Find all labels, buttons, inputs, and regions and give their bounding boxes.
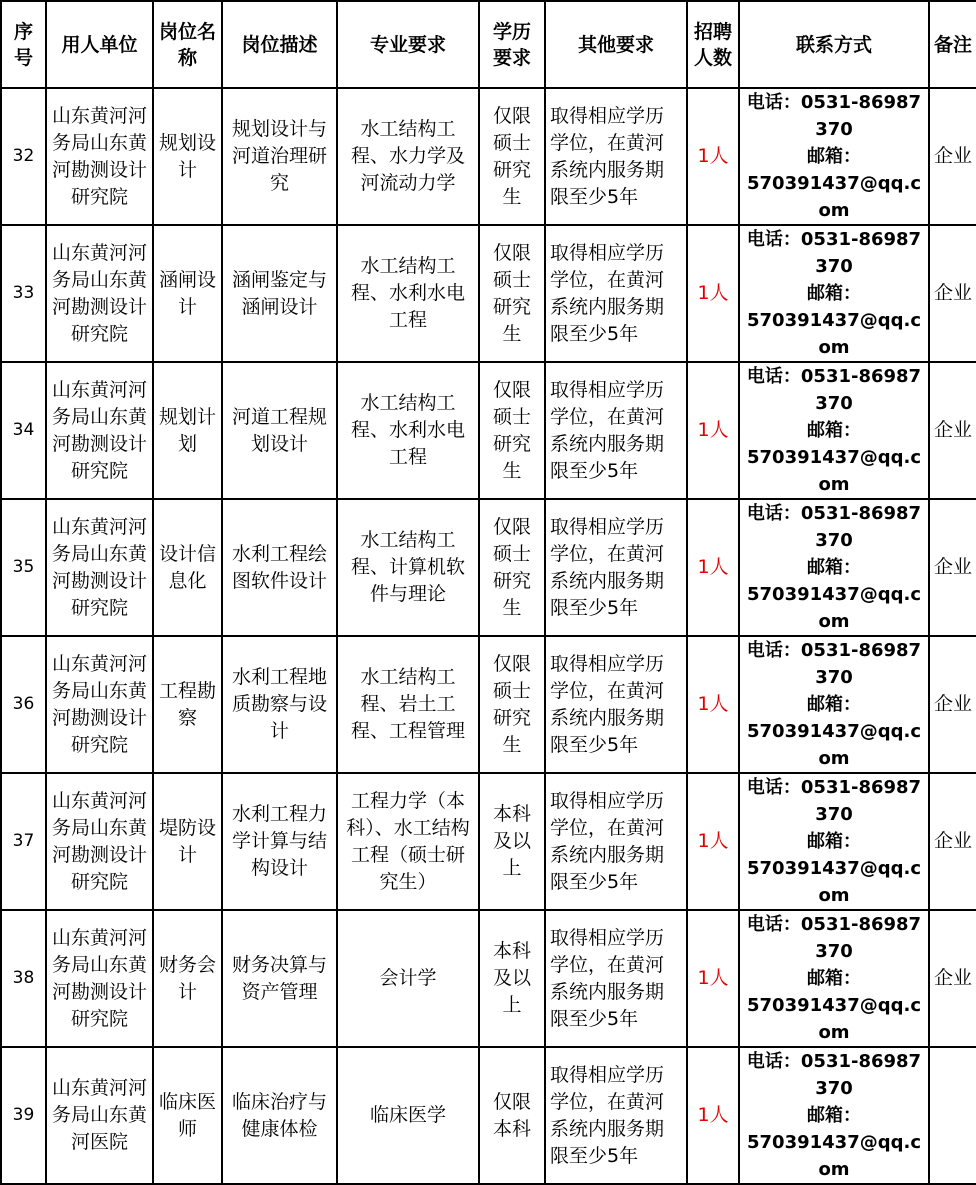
cell-post-name: 设计信息化 — [153, 499, 222, 636]
table-row — [1, 362, 976, 499]
contact-email-label: 邮箱： — [807, 968, 861, 989]
cell-contact — [739, 910, 929, 1047]
cell-unit: 山东黄河河务局山东黄河勘测设计研究院 — [46, 362, 153, 499]
contact-email: 570391437@qq.com — [747, 173, 921, 221]
cell-count: 1人 — [687, 1047, 739, 1184]
contact-email: 570391437@qq.com — [747, 721, 921, 769]
cell-contact — [739, 88, 929, 225]
cell-count: 1人 — [687, 225, 739, 362]
contact-email: 570391437@qq.com — [747, 584, 921, 632]
cell-remark: 企业 — [929, 225, 976, 362]
cell-other: 取得相应学历学位，在黄河系统内服务期限至少5年 — [545, 225, 687, 362]
cell-count: 1人 — [687, 362, 739, 499]
cell-post-desc: 规划设计与河道治理研究 — [222, 88, 337, 225]
cell-major: 水工结构工程、计算机软件与理论 — [337, 499, 479, 636]
table-row — [1, 225, 976, 362]
contact-email: 570391437@qq.com — [747, 858, 921, 906]
cell-other: 取得相应学历学位，在黄河系统内服务期限至少5年 — [545, 1047, 687, 1184]
contact-phone: 电话：0531-86987370 — [746, 503, 922, 551]
cell-count: 1人 — [687, 910, 739, 1047]
cell-major: 水工结构工程、水利水电工程 — [337, 362, 479, 499]
table-row — [1, 773, 976, 910]
cell-education: 仅限硕士研究生 — [479, 225, 545, 362]
cell-education: 仅限硕士研究生 — [479, 636, 545, 773]
header-row — [1, 1, 976, 88]
header-post-name: 岗位名称 — [153, 1, 222, 88]
cell-seq: 38 — [1, 910, 46, 1047]
cell-count: 1人 — [687, 88, 739, 225]
cell-seq: 35 — [1, 499, 46, 636]
table-row — [1, 499, 976, 636]
contact-phone: 电话：0531-86987370 — [746, 914, 922, 962]
cell-contact — [739, 225, 929, 362]
cell-other: 取得相应学历学位，在黄河系统内服务期限至少5年 — [545, 773, 687, 910]
header-count: 招聘人数 — [687, 1, 739, 88]
cell-post-desc: 涵闸鉴定与涵闸设计 — [222, 225, 337, 362]
contact-email: 570391437@qq.com — [747, 995, 921, 1043]
header-major: 专业要求 — [337, 1, 479, 88]
cell-seq: 33 — [1, 225, 46, 362]
cell-other: 取得相应学历学位，在黄河系统内服务期限至少5年 — [545, 910, 687, 1047]
cell-major: 会计学 — [337, 910, 479, 1047]
cell-unit: 山东黄河河务局山东黄河勘测设计研究院 — [46, 636, 153, 773]
cell-unit: 山东黄河河务局山东黄河勘测设计研究院 — [46, 773, 153, 910]
cell-contact — [739, 1047, 929, 1184]
header-remark: 备注 — [929, 1, 976, 88]
cell-remark: 企业 — [929, 362, 976, 499]
cell-education: 本科及以上 — [479, 910, 545, 1047]
contact-email-label: 邮箱： — [807, 557, 861, 578]
cell-education: 仅限硕士研究生 — [479, 499, 545, 636]
contact-email: 570391437@qq.com — [747, 1132, 921, 1180]
cell-seq: 39 — [1, 1047, 46, 1184]
contact-phone: 电话：0531-86987370 — [746, 640, 922, 688]
cell-post-name: 涵闸设计 — [153, 225, 222, 362]
cell-post-desc: 临床治疗与健康体检 — [222, 1047, 337, 1184]
cell-remark: 企业 — [929, 910, 976, 1047]
cell-count: 1人 — [687, 636, 739, 773]
contact-email-label: 邮箱： — [807, 831, 861, 852]
cell-remark — [929, 1047, 976, 1184]
cell-post-desc: 水利工程力学计算与结构设计 — [222, 773, 337, 910]
cell-unit: 山东黄河河务局山东黄河勘测设计研究院 — [46, 225, 153, 362]
cell-post-name: 工程勘察 — [153, 636, 222, 773]
cell-remark: 企业 — [929, 636, 976, 773]
table-body — [1, 88, 976, 1184]
cell-remark: 企业 — [929, 88, 976, 225]
contact-email-label: 邮箱： — [807, 694, 861, 715]
cell-major: 工程力学（本科）、水工结构工程（硕士研究生） — [337, 773, 479, 910]
cell-post-name: 规划设计 — [153, 88, 222, 225]
cell-remark: 企业 — [929, 773, 976, 910]
contact-phone: 电话：0531-86987370 — [746, 1051, 922, 1099]
table-row — [1, 88, 976, 225]
cell-major: 临床医学 — [337, 1047, 479, 1184]
cell-post-desc: 河道工程规划设计 — [222, 362, 337, 499]
table-row — [1, 1047, 976, 1184]
header-education: 学历要求 — [479, 1, 545, 88]
cell-unit: 山东黄河河务局山东黄河勘测设计研究院 — [46, 88, 153, 225]
contact-email-label: 邮箱： — [807, 283, 861, 304]
cell-post-desc: 水利工程地质勘察与设计 — [222, 636, 337, 773]
cell-contact — [739, 773, 929, 910]
cell-seq: 32 — [1, 88, 46, 225]
cell-other: 取得相应学历学位，在黄河系统内服务期限至少5年 — [545, 88, 687, 225]
cell-contact — [739, 499, 929, 636]
cell-contact — [739, 362, 929, 499]
cell-major: 水工结构工程、水利水电工程 — [337, 225, 479, 362]
table-row — [1, 636, 976, 773]
cell-other: 取得相应学历学位，在黄河系统内服务期限至少5年 — [545, 499, 687, 636]
contact-phone: 电话：0531-86987370 — [746, 92, 922, 140]
cell-major: 水工结构工程、岩土工程、工程管理 — [337, 636, 479, 773]
contact-email-label: 邮箱： — [807, 146, 861, 167]
header-contact: 联系方式 — [739, 1, 929, 88]
cell-remark: 企业 — [929, 499, 976, 636]
cell-education: 仅限硕士研究生 — [479, 362, 545, 499]
cell-contact — [739, 636, 929, 773]
cell-count: 1人 — [687, 499, 739, 636]
cell-post-name: 临床医师 — [153, 1047, 222, 1184]
header-seq: 序号 — [1, 1, 46, 88]
cell-unit: 山东黄河河务局山东黄河医院 — [46, 1047, 153, 1184]
table-row — [1, 910, 976, 1047]
cell-unit: 山东黄河河务局山东黄河勘测设计研究院 — [46, 910, 153, 1047]
cell-major: 水工结构工程、水力学及河流动力学 — [337, 88, 479, 225]
cell-unit: 山东黄河河务局山东黄河勘测设计研究院 — [46, 499, 153, 636]
header-unit: 用人单位 — [46, 1, 153, 88]
contact-phone: 电话：0531-86987370 — [746, 366, 922, 414]
contact-email: 570391437@qq.com — [747, 310, 921, 358]
cell-post-name: 堤防设计 — [153, 773, 222, 910]
contact-phone: 电话：0531-86987370 — [746, 777, 922, 825]
cell-other: 取得相应学历学位，在黄河系统内服务期限至少5年 — [545, 636, 687, 773]
contact-phone: 电话：0531-86987370 — [746, 229, 922, 277]
header-post-desc: 岗位描述 — [222, 1, 337, 88]
cell-seq: 36 — [1, 636, 46, 773]
cell-other: 取得相应学历学位，在黄河系统内服务期限至少5年 — [545, 362, 687, 499]
cell-count: 1人 — [687, 773, 739, 910]
contact-email-label: 邮箱： — [807, 1105, 861, 1126]
cell-seq: 34 — [1, 362, 46, 499]
header-other: 其他要求 — [545, 1, 687, 88]
cell-education: 仅限硕士研究生 — [479, 88, 545, 225]
contact-email: 570391437@qq.com — [747, 447, 921, 495]
cell-education: 本科及以上 — [479, 773, 545, 910]
cell-education: 仅限本科 — [479, 1047, 545, 1184]
cell-post-name: 规划计划 — [153, 362, 222, 499]
cell-post-desc: 财务决算与资产管理 — [222, 910, 337, 1047]
cell-post-desc: 水利工程绘图软件设计 — [222, 499, 337, 636]
cell-seq: 37 — [1, 773, 46, 910]
contact-email-label: 邮箱： — [807, 420, 861, 441]
cell-post-name: 财务会计 — [153, 910, 222, 1047]
